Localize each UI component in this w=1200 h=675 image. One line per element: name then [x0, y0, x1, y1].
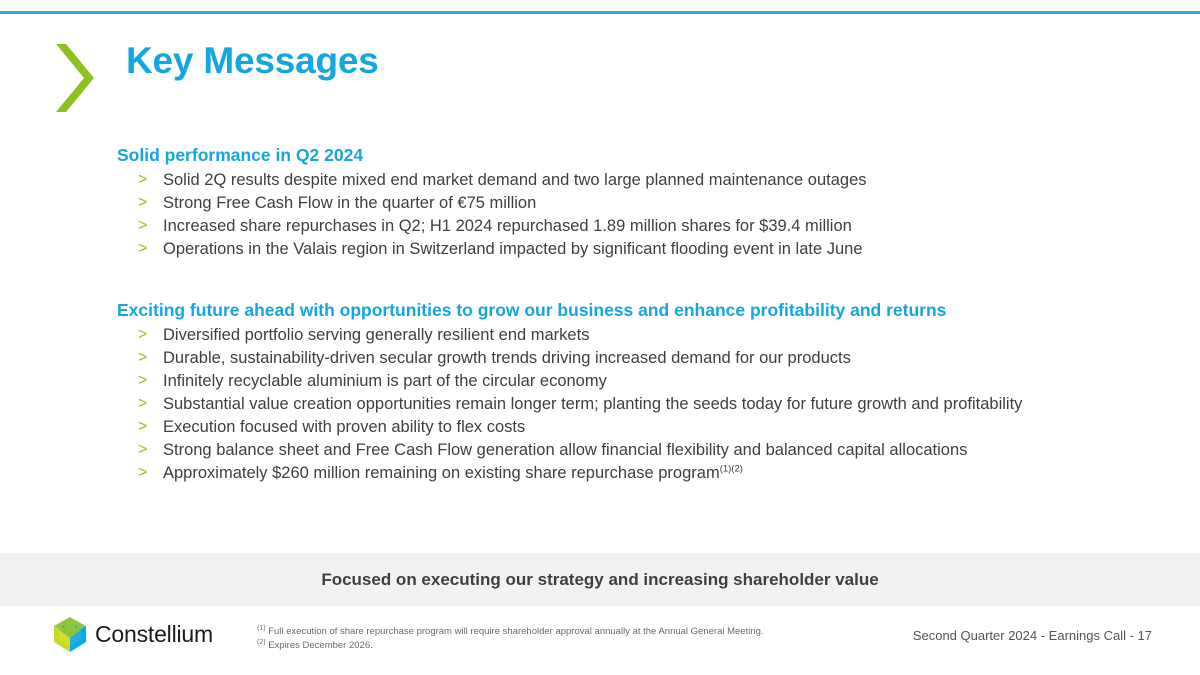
list-item	[117, 169, 1187, 192]
bullet-list	[117, 324, 1187, 485]
title-row	[0, 40, 1200, 120]
list-item	[117, 215, 1187, 238]
chevron-bullet-icon: >	[138, 217, 148, 234]
section-heading: Solid performance in Q2 2024	[117, 145, 364, 165]
list-item-label: Approximately $260 million remaining on existing share repurchase program	[163, 463, 720, 482]
chevron-bullet-icon: >	[138, 440, 148, 458]
list-item	[117, 439, 1187, 462]
list-item-label: Durable, sustainability-driven secular growth trends driving increased demand for our products	[163, 348, 851, 367]
banner-text: Focused on executing our strategy and increasing shareholder value	[321, 569, 879, 589]
list-item	[117, 347, 1187, 370]
list-item	[117, 238, 1187, 261]
top-accent-rule	[0, 11, 1200, 14]
section-spacer	[117, 277, 1187, 299]
list-item	[117, 462, 1187, 485]
footnote-1	[257, 625, 764, 639]
list-item	[117, 416, 1187, 439]
list-item	[117, 370, 1187, 393]
list-item-label: Execution focused with proven ability to flex costs	[163, 417, 526, 436]
chevron-bullet-icon: >	[138, 417, 148, 435]
footnote-1-text: Full execution of share repurchase program will require shareholder approval annually at the Annual General Meeting.	[268, 626, 764, 637]
list-item-label: Substantial value creation opportunities remain longer term; planting the seeds today for future growth and profitability	[163, 394, 1023, 413]
chevron-icon	[52, 44, 98, 112]
footnote-2-marker: (2)	[257, 638, 266, 646]
brand-logo	[50, 614, 213, 654]
section-heading: Exciting future ahead with opportunities to grow our business and enhance profitability and returns	[117, 299, 947, 320]
list-item-label: Operations in the Valais region in Switzerland impacted by significant flooding event in late June	[163, 240, 863, 258]
brand-name: Constellium	[95, 620, 213, 647]
key-takeaway-banner	[0, 553, 1200, 606]
list-item-label: Solid 2Q results despite mixed end market demand and two large planned maintenance outages	[163, 171, 867, 189]
chevron-bullet-icon: >	[138, 394, 148, 412]
footnote-1-marker: (1)	[257, 624, 266, 632]
chevron-bullet-icon: >	[138, 240, 148, 257]
page-title: Key Messages	[126, 40, 379, 81]
list-item-label: Strong balance sheet and Free Cash Flow generation allow financial flexibility and balanced capital allocations	[163, 440, 968, 459]
list-item-label: Strong Free Cash Flow in the quarter of €75 million	[163, 194, 537, 212]
list-item-label: Infinitely recyclable aluminium is part of the circular economy	[163, 371, 607, 390]
footer-meta: Second Quarter 2024 - Earnings Call - 17	[912, 628, 1152, 643]
footnotes	[257, 625, 764, 652]
chevron-bullet-icon: >	[138, 325, 148, 343]
chevron-bullet-icon: >	[138, 194, 148, 211]
list-item	[117, 192, 1187, 215]
section-solid-performance	[117, 144, 1187, 261]
list-item	[117, 393, 1187, 416]
content-body	[117, 144, 1187, 500]
constellium-diamond-icon	[50, 614, 90, 654]
footnote-reference: (1)(2)	[719, 463, 743, 474]
list-item	[117, 324, 1187, 347]
chevron-bullet-icon: >	[138, 171, 148, 188]
footnote-2	[257, 639, 764, 653]
chevron-bullet-icon: >	[138, 348, 148, 366]
slide-footer	[0, 606, 1200, 675]
bullet-list	[117, 169, 1187, 261]
list-item-label: Diversified portfolio serving generally resilient end markets	[163, 325, 590, 344]
footnote-2-text: Expires December 2026.	[268, 639, 373, 651]
section-exciting-future	[117, 299, 1187, 485]
chevron-bullet-icon: >	[138, 463, 148, 481]
list-item-label: Increased share repurchases in Q2; H1 2024 repurchased 1.89 million shares for $39.4 million	[163, 217, 852, 235]
chevron-bullet-icon: >	[138, 371, 148, 389]
